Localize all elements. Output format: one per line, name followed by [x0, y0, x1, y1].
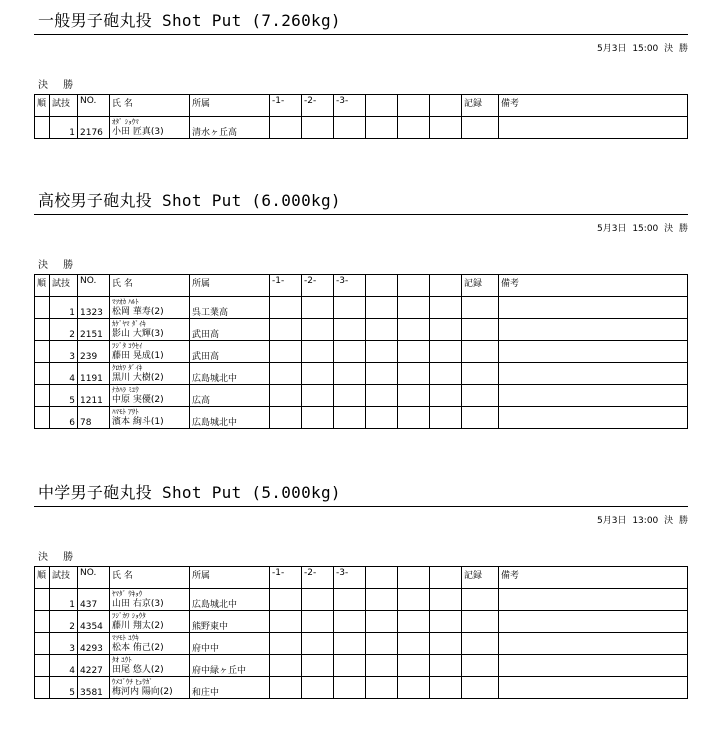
trial-4-cell — [366, 297, 398, 319]
attempt-order: 6 — [50, 407, 78, 429]
title-divider — [34, 34, 688, 35]
athlete-name: 濱本 絢斗(1) — [112, 417, 164, 427]
col-header-rank: 順 — [35, 275, 50, 297]
athlete-name: 小田 匠真(3) — [112, 127, 164, 137]
remarks-cell — [499, 341, 688, 363]
col-header-trial-3: -3- — [334, 275, 366, 297]
remarks-cell — [499, 611, 688, 633]
trial-5-cell — [398, 677, 430, 699]
rank-cell — [35, 655, 50, 677]
athlete-name-cell — [110, 297, 190, 319]
table-row — [35, 589, 688, 611]
athlete-name: 山田 右京(3) — [112, 599, 164, 609]
athlete-name-cell — [110, 385, 190, 407]
col-header-attempt: 試技 — [50, 567, 78, 589]
event-title: 高校男子砲丸投 Shot Put (6.000kg) — [38, 191, 341, 210]
team-name: 広島城北中 — [190, 589, 270, 611]
trial-1-cell — [270, 385, 302, 407]
athlete-name: 影山 大輝(3) — [112, 329, 164, 339]
col-header-name: 氏 名 — [110, 567, 190, 589]
trial-6-cell — [430, 341, 462, 363]
team-name: 武田高 — [190, 341, 270, 363]
col-header-trial-2: -2- — [302, 567, 334, 589]
remarks-cell — [499, 117, 688, 139]
trial-5-cell — [398, 385, 430, 407]
trial-6-cell — [430, 589, 462, 611]
trial-4-cell — [366, 655, 398, 677]
rank-cell — [35, 611, 50, 633]
title-divider — [34, 506, 688, 507]
trial-6-cell — [430, 677, 462, 699]
mark-cell — [462, 655, 499, 677]
trial-6-cell — [430, 385, 462, 407]
athlete-name: 黒川 大樹(2) — [112, 373, 164, 383]
remarks-cell — [499, 297, 688, 319]
col-header-trial-4 — [366, 567, 398, 589]
athlete-name: 梅河内 陽向(2) — [112, 687, 173, 697]
trial-5-cell — [398, 341, 430, 363]
title-divider — [34, 214, 688, 215]
athlete-kana: ﾀｵ ﾕｳﾄ — [112, 656, 132, 664]
athlete-kana: ﾏﾂｵｶ ﾊﾙﾄ — [112, 298, 139, 306]
trial-6-cell — [430, 407, 462, 429]
athlete-name: 松本 侑己(2) — [112, 643, 164, 653]
trial-5-cell — [398, 655, 430, 677]
col-header-trial-2: -2- — [302, 95, 334, 117]
col-header-trial-3: -3- — [334, 95, 366, 117]
trial-5-cell — [398, 633, 430, 655]
table-row — [35, 633, 688, 655]
trial-1-cell — [270, 341, 302, 363]
team-name: 和庄中 — [190, 677, 270, 699]
table-row — [35, 297, 688, 319]
col-header-bib: NO. — [78, 567, 110, 589]
trial-3-cell — [334, 117, 366, 139]
attempt-order: 1 — [50, 117, 78, 139]
trial-4-cell — [366, 407, 398, 429]
col-header-team: 所属 — [190, 95, 270, 117]
results-table — [34, 94, 688, 139]
mark-cell — [462, 407, 499, 429]
trial-2-cell — [302, 655, 334, 677]
trial-2-cell — [302, 297, 334, 319]
bib-number: 4354 — [78, 611, 110, 633]
results-table — [34, 274, 688, 429]
header-row — [35, 275, 688, 297]
attempt-order: 4 — [50, 655, 78, 677]
trial-1-cell — [270, 319, 302, 341]
remarks-cell — [499, 655, 688, 677]
trial-6-cell — [430, 297, 462, 319]
event-time: 5月3日 15:00 決 勝 — [597, 224, 688, 234]
athlete-name-cell — [110, 677, 190, 699]
trial-6-cell — [430, 655, 462, 677]
col-header-rank: 順 — [35, 567, 50, 589]
trial-1-cell — [270, 407, 302, 429]
team-name: 府中中 — [190, 633, 270, 655]
rank-cell — [35, 677, 50, 699]
trial-4-cell — [366, 363, 398, 385]
athlete-name: 藤川 翔太(2) — [112, 621, 164, 631]
trial-5-cell — [398, 319, 430, 341]
trial-3-cell — [334, 341, 366, 363]
bib-number: 78 — [78, 407, 110, 429]
team-name: 呉工業高 — [190, 297, 270, 319]
athlete-name-cell — [110, 611, 190, 633]
mark-cell — [462, 117, 499, 139]
athlete-name-cell — [110, 655, 190, 677]
athlete-kana: ﾔﾏﾀﾞ ｳｷｮｳ — [112, 590, 143, 598]
remarks-cell — [499, 633, 688, 655]
bib-number: 2151 — [78, 319, 110, 341]
athlete-kana: ｶｹﾞﾔﾏ ﾀﾞｲｷ — [112, 320, 146, 328]
col-header-bib: NO. — [78, 95, 110, 117]
trial-1-cell — [270, 589, 302, 611]
col-header-trial-3: -3- — [334, 567, 366, 589]
col-header-team: 所属 — [190, 275, 270, 297]
col-header-mark: 記録 — [462, 95, 499, 117]
table-row — [35, 385, 688, 407]
trial-1-cell — [270, 117, 302, 139]
col-header-trial-6 — [430, 275, 462, 297]
team-name: 清水ヶ丘高 — [190, 117, 270, 139]
event-title: 一般男子砲丸投 Shot Put (7.260kg) — [38, 11, 341, 30]
attempt-order: 2 — [50, 319, 78, 341]
table-row — [35, 363, 688, 385]
col-header-attempt: 試技 — [50, 275, 78, 297]
rank-cell — [35, 341, 50, 363]
trial-3-cell — [334, 297, 366, 319]
col-header-name: 氏 名 — [110, 275, 190, 297]
rank-cell — [35, 589, 50, 611]
table-row — [35, 611, 688, 633]
trial-4-cell — [366, 117, 398, 139]
trial-1-cell — [270, 633, 302, 655]
athlete-name: 中原 実優(2) — [112, 395, 164, 405]
attempt-order: 5 — [50, 677, 78, 699]
rank-cell — [35, 363, 50, 385]
col-header-mark: 記録 — [462, 275, 499, 297]
trial-4-cell — [366, 385, 398, 407]
bib-number: 1323 — [78, 297, 110, 319]
trial-3-cell — [334, 385, 366, 407]
event-time: 5月3日 13:00 決 勝 — [597, 516, 688, 526]
trial-5-cell — [398, 407, 430, 429]
bib-number: 1211 — [78, 385, 110, 407]
remarks-cell — [499, 385, 688, 407]
trial-5-cell — [398, 589, 430, 611]
rank-cell — [35, 319, 50, 341]
rank-cell — [35, 117, 50, 139]
trial-3-cell — [334, 655, 366, 677]
trial-5-cell — [398, 611, 430, 633]
athlete-name: 田尾 悠人(2) — [112, 665, 164, 675]
athlete-kana: ﾊﾏﾓﾄ ｱｻﾄ — [112, 408, 139, 416]
trial-1-cell — [270, 297, 302, 319]
col-header-trial-6 — [430, 95, 462, 117]
trial-6-cell — [430, 117, 462, 139]
col-header-trial-4 — [366, 95, 398, 117]
event-title: 中学男子砲丸投 Shot Put (5.000kg) — [38, 483, 341, 502]
header-row — [35, 567, 688, 589]
trial-3-cell — [334, 363, 366, 385]
athlete-kana: ﾅｶﾊﾗ ﾐﾕｳ — [112, 386, 139, 394]
col-header-team: 所属 — [190, 567, 270, 589]
round-label: 決 勝 — [38, 260, 80, 271]
table-row — [35, 407, 688, 429]
mark-cell — [462, 633, 499, 655]
trial-4-cell — [366, 611, 398, 633]
attempt-order: 3 — [50, 633, 78, 655]
table-row — [35, 319, 688, 341]
rank-cell — [35, 407, 50, 429]
col-header-name: 氏 名 — [110, 95, 190, 117]
athlete-name-cell — [110, 589, 190, 611]
athlete-name: 松岡 華寿(2) — [112, 307, 164, 317]
athlete-kana: ｸﾛｶﾜ ﾀﾞｲｷ — [112, 364, 143, 372]
mark-cell — [462, 589, 499, 611]
trial-2-cell — [302, 589, 334, 611]
rank-cell — [35, 385, 50, 407]
trial-1-cell — [270, 655, 302, 677]
remarks-cell — [499, 407, 688, 429]
trial-1-cell — [270, 611, 302, 633]
trial-2-cell — [302, 319, 334, 341]
team-name: 武田高 — [190, 319, 270, 341]
team-name: 広島城北中 — [190, 363, 270, 385]
mark-cell — [462, 385, 499, 407]
trial-2-cell — [302, 611, 334, 633]
bib-number: 2176 — [78, 117, 110, 139]
rank-cell — [35, 297, 50, 319]
attempt-order: 2 — [50, 611, 78, 633]
trial-5-cell — [398, 297, 430, 319]
col-header-trial-1: -1- — [270, 95, 302, 117]
remarks-cell — [499, 589, 688, 611]
col-header-remarks: 備考 — [499, 567, 688, 589]
athlete-kana: ﾌｼﾞｶﾜ ｼｮｳﾀ — [112, 612, 146, 620]
bib-number: 4293 — [78, 633, 110, 655]
col-header-trial-1: -1- — [270, 275, 302, 297]
bib-number: 4227 — [78, 655, 110, 677]
col-header-trial-2: -2- — [302, 275, 334, 297]
attempt-order: 4 — [50, 363, 78, 385]
trial-2-cell — [302, 677, 334, 699]
athlete-name: 藤田 晃成(1) — [112, 351, 164, 361]
event-time: 5月3日 15:00 決 勝 — [597, 44, 688, 54]
col-header-bib: NO. — [78, 275, 110, 297]
mark-cell — [462, 297, 499, 319]
remarks-cell — [499, 677, 688, 699]
rank-cell — [35, 633, 50, 655]
col-header-remarks: 備考 — [499, 95, 688, 117]
attempt-order: 1 — [50, 589, 78, 611]
athlete-name-cell — [110, 363, 190, 385]
remarks-cell — [499, 363, 688, 385]
team-name: 広島城北中 — [190, 407, 270, 429]
trial-2-cell — [302, 117, 334, 139]
mark-cell — [462, 677, 499, 699]
round-label: 決 勝 — [38, 552, 80, 563]
trial-3-cell — [334, 589, 366, 611]
trial-1-cell — [270, 363, 302, 385]
athlete-name-cell — [110, 319, 190, 341]
trial-3-cell — [334, 407, 366, 429]
mark-cell — [462, 319, 499, 341]
bib-number: 437 — [78, 589, 110, 611]
header-row — [35, 95, 688, 117]
col-header-mark: 記録 — [462, 567, 499, 589]
trial-6-cell — [430, 633, 462, 655]
attempt-order: 5 — [50, 385, 78, 407]
remarks-cell — [499, 319, 688, 341]
bib-number: 1191 — [78, 363, 110, 385]
team-name: 熊野東中 — [190, 611, 270, 633]
trial-4-cell — [366, 319, 398, 341]
trial-2-cell — [302, 363, 334, 385]
trial-6-cell — [430, 363, 462, 385]
trial-2-cell — [302, 633, 334, 655]
col-header-rank: 順 — [35, 95, 50, 117]
athlete-name-cell — [110, 117, 190, 139]
athlete-name-cell — [110, 341, 190, 363]
col-header-trial-6 — [430, 567, 462, 589]
trial-2-cell — [302, 385, 334, 407]
athlete-kana: ﾌｼﾞﾀ ｺｳｾｲ — [112, 342, 143, 350]
table-row — [35, 655, 688, 677]
table-row — [35, 341, 688, 363]
mark-cell — [462, 363, 499, 385]
athlete-name-cell — [110, 407, 190, 429]
athlete-name-cell — [110, 633, 190, 655]
athlete-kana: ｳﾒｺﾞｳﾁ ﾋｭｳｶﾞ — [112, 678, 153, 686]
athlete-kana: ﾏﾂﾓﾄ ﾕｳｷ — [112, 634, 139, 642]
trial-4-cell — [366, 341, 398, 363]
bib-number: 3581 — [78, 677, 110, 699]
trial-4-cell — [366, 677, 398, 699]
col-header-trial-5 — [398, 275, 430, 297]
trial-3-cell — [334, 633, 366, 655]
mark-cell — [462, 611, 499, 633]
table-row — [35, 117, 688, 139]
col-header-trial-4 — [366, 275, 398, 297]
trial-4-cell — [366, 633, 398, 655]
trial-1-cell — [270, 677, 302, 699]
mark-cell — [462, 341, 499, 363]
round-label: 決 勝 — [38, 80, 80, 91]
trial-5-cell — [398, 117, 430, 139]
table-row — [35, 677, 688, 699]
trial-6-cell — [430, 611, 462, 633]
athlete-kana: ｵﾀﾞ ｼｮｳﾏ — [112, 118, 139, 126]
attempt-order: 3 — [50, 341, 78, 363]
trial-5-cell — [398, 363, 430, 385]
trial-2-cell — [302, 407, 334, 429]
results-table — [34, 566, 688, 699]
col-header-trial-5 — [398, 567, 430, 589]
team-name: 広高 — [190, 385, 270, 407]
team-name: 府中緑ヶ丘中 — [190, 655, 270, 677]
bib-number: 239 — [78, 341, 110, 363]
col-header-trial-1: -1- — [270, 567, 302, 589]
col-header-attempt: 試技 — [50, 95, 78, 117]
col-header-trial-5 — [398, 95, 430, 117]
col-header-remarks: 備考 — [499, 275, 688, 297]
attempt-order: 1 — [50, 297, 78, 319]
trial-3-cell — [334, 611, 366, 633]
trial-2-cell — [302, 341, 334, 363]
trial-3-cell — [334, 677, 366, 699]
trial-6-cell — [430, 319, 462, 341]
trial-3-cell — [334, 319, 366, 341]
trial-4-cell — [366, 589, 398, 611]
